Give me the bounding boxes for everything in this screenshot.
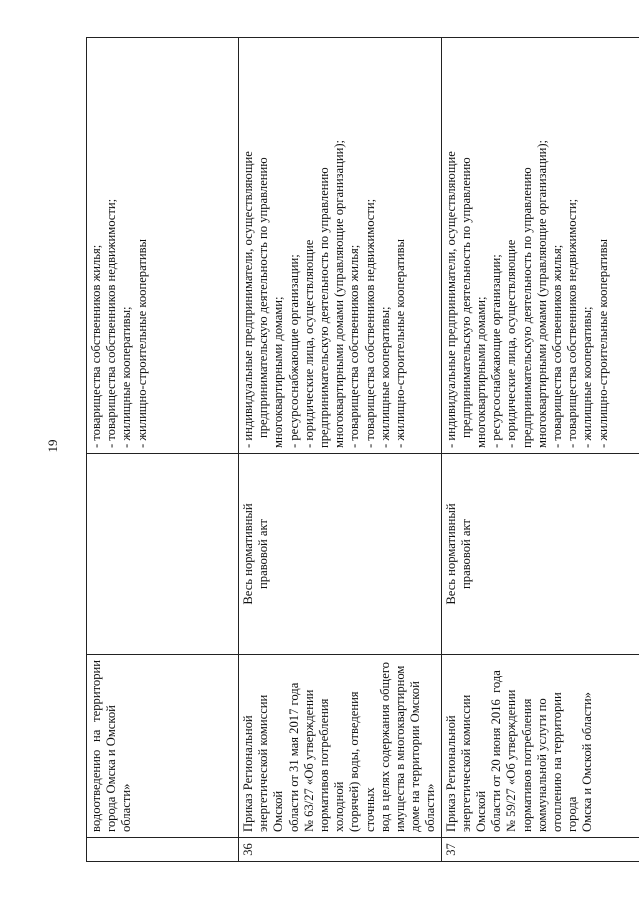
- regulated-subjects: [239, 38, 442, 454]
- subject-line: - товарищества собственников недвижимости;: [104, 198, 119, 448]
- act-title-line: отоплению на территории города: [550, 689, 580, 832]
- row-number: 37: [441, 838, 639, 862]
- table-row: [87, 38, 239, 862]
- act-scope: [87, 454, 239, 655]
- regulated-subjects: [441, 38, 639, 454]
- scope-line: Весь нормативный: [241, 503, 255, 605]
- page-number: 19: [45, 439, 60, 453]
- table-row: [239, 38, 442, 862]
- subject-line: - жилищные кооперативы;: [119, 306, 134, 448]
- table-container: [86, 38, 610, 862]
- subject-line: - товарищества собственников недвижимости;: [362, 198, 377, 448]
- act-title-line: № 59/27 «Об утверждении: [504, 689, 519, 832]
- act-title-line: доме на территории Омской: [408, 681, 423, 832]
- act-title-line: Омска и Омской области»: [580, 692, 595, 832]
- act-title-line: № 63/27 «Об утверждении: [301, 689, 316, 832]
- subject-line: - жилищно-строительные кооперативы: [134, 239, 149, 448]
- act-title-line: коммунальной услуги по: [534, 698, 549, 832]
- act-title-line: вод в целях содержания общего: [377, 662, 392, 832]
- act-title-line: области»: [423, 783, 438, 832]
- subject-line: предпринимательскую деятельность по управлению: [458, 157, 473, 438]
- act-title-line: водоотведению на территории: [89, 660, 103, 832]
- act-title: [441, 655, 639, 838]
- subject-line: - жилищные кооперативы;: [377, 306, 392, 448]
- act-scope: [239, 454, 442, 655]
- scope-line: Весь нормативный: [443, 503, 458, 605]
- subject-line: - жилищные кооперативы;: [580, 306, 595, 448]
- regulated-subjects: [87, 38, 239, 454]
- subject-line: - товарищества собственников жилья;: [89, 244, 103, 448]
- act-title-line: области от 31 мая 2017 года: [286, 682, 301, 832]
- regulation-table: [86, 37, 639, 862]
- act-title-line: (горячей) воды, отведения сточных: [347, 688, 377, 832]
- scope-line: правовой акт: [458, 519, 473, 589]
- subject-line: - юридические лица, осуществляющие: [301, 239, 316, 448]
- subject-line: - ресурсоснабжающие организации;: [489, 254, 504, 448]
- act-title: [87, 655, 239, 838]
- act-title-line: нормативов потребления холодной: [317, 695, 347, 832]
- row-number: 36: [239, 838, 442, 862]
- act-title-line: города Омска и Омской области»: [104, 701, 134, 832]
- subject-line: - жилищно-строительные кооперативы: [393, 239, 408, 448]
- act-title: [239, 655, 442, 838]
- subject-line: - юридические лица, осуществляющие: [504, 239, 519, 448]
- subject-line: - ресурсоснабжающие организации;: [286, 254, 301, 448]
- subject-line: предпринимательскую деятельность по управлению: [256, 157, 271, 438]
- subject-line: многоквартирными домами;: [474, 296, 489, 448]
- act-title-line: Приказ Региональной: [241, 715, 255, 832]
- subject-line: предпринимательскую деятельность по управлению: [519, 167, 534, 448]
- subject-line: - индивидуальные предприниматели, осуществляющие: [241, 151, 255, 448]
- subject-line: - индивидуальные предприниматели, осуществляющие: [443, 151, 458, 448]
- subject-line: - товарищества собственников жилья;: [550, 244, 565, 448]
- subject-line: - товарищества собственников жилья;: [347, 244, 362, 448]
- act-title-line: области от 20 июня 2016 года: [489, 670, 504, 832]
- subject-line: - товарищества собственников недвижимости;: [565, 198, 580, 448]
- act-title-line: энергетической комиссии Омской: [256, 691, 286, 832]
- scope-line: правовой акт: [256, 519, 271, 589]
- act-title-line: нормативов потребления: [519, 698, 534, 832]
- subject-line: многоквартирными домами (управляющие организации);: [332, 139, 347, 448]
- row-number: [87, 838, 239, 862]
- subject-line: - жилищно-строительные кооперативы: [595, 239, 610, 448]
- subject-line: многоквартирными домами (управляющие организации);: [534, 139, 549, 448]
- act-title-line: Приказ Региональной: [443, 715, 458, 832]
- table-row: [441, 38, 639, 862]
- act-title-line: энергетической комиссии Омской: [458, 691, 489, 832]
- act-scope: [441, 454, 639, 655]
- act-title-line: имущества в многоквартирном: [393, 665, 408, 832]
- subject-line: многоквартирными домами;: [271, 296, 286, 448]
- subject-line: предпринимательскую деятельность по управлению: [317, 167, 332, 448]
